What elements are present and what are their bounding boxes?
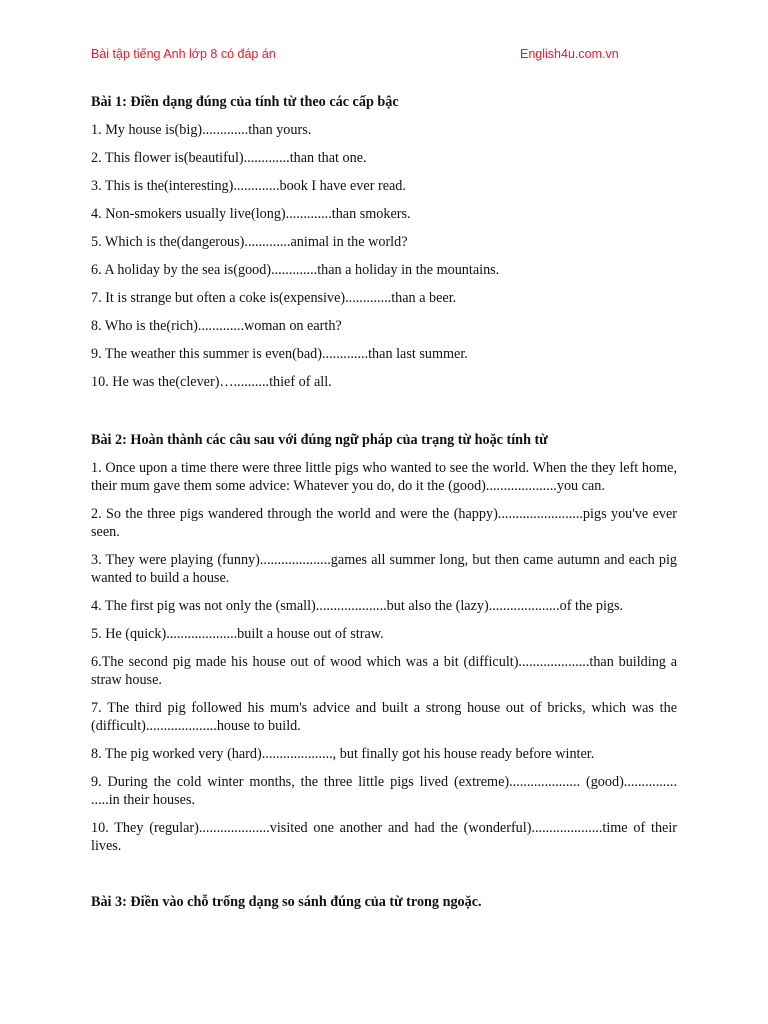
exercise-1-item: 3. This is the(interesting).............book I have ever read. — [91, 178, 406, 194]
exercise-2-item: 4. The first pig was not only the (small)....................but also the (lazy)....................of the pigs. — [91, 598, 624, 614]
exercise-2-title: Bài 2: Hoàn thành các câu sau với đúng ngữ pháp của trạng từ hoặc tính từ — [91, 432, 548, 448]
exercise-2-item: 3. They were playing (funny)....................games all summer long, but then came autumn and each pig wanted to build a house. — [91, 552, 677, 586]
exercise-2 — [91, 432, 677, 855]
header-website: English4u.com.vn — [520, 47, 619, 61]
exercise-2-item: 5. He (quick)....................built a house out of straw. — [91, 626, 384, 642]
exercise-1-item: 7. It is strange but often a coke is(expensive).............than a beer. — [91, 290, 457, 306]
exercise-1-item: 5. Which is the(dangerous).............animal in the world? — [91, 234, 408, 250]
exercise-1-item: 10. He was the(clever)…..........thief of all. — [91, 374, 332, 390]
exercise-1-item: 6. A holiday by the sea is(good).............than a holiday in the mountains. — [91, 262, 500, 278]
exercise-2-item: 2. So the three pigs wandered through the world and were the (happy)........................pigs you've ever seen. — [91, 506, 677, 540]
exercise-1-item: 1. My house is(big).............than yours. — [91, 122, 312, 138]
exercise-3-title: Bài 3: Điền vào chỗ trống dạng so sánh đúng của từ trong ngoặc. — [91, 894, 482, 910]
exercise-1-item: 8. Who is the(rich).............woman on earth? — [91, 318, 342, 334]
exercise-1-item: 2. This flower is(beautiful).............than that one. — [91, 150, 367, 166]
exercise-1-title: Bài 1: Điền dạng đúng của tính từ theo các cấp bậc — [91, 94, 399, 110]
exercise-1-item: 4. Non-smokers usually live(long).............than smokers. — [91, 206, 411, 222]
exercise-2-item: 9. During the cold winter months, the three little pigs lived (extreme).................... (good)............... .....in their houses. — [91, 774, 677, 808]
header-title: Bài tập tiếng Anh lớp 8 có đáp án — [91, 47, 276, 61]
exercise-1 — [91, 94, 677, 391]
exercise-2-item: 8. The pig worked very (hard)...................., but finally got his house ready before winter. — [91, 746, 595, 762]
exercise-1-item: 9. The weather this summer is even(bad).............than last summer. — [91, 346, 468, 362]
exercise-2-item: 7. The third pig followed his mum's advice and built a strong house out of bricks, which was the (difficult)....................house to build. — [91, 700, 677, 734]
exercise-2-item: 6.The second pig made his house out of wood which was a bit (difficult)....................than building a straw house. — [91, 654, 677, 688]
exercise-3 — [91, 894, 677, 911]
exercise-2-item: 10. They (regular)....................visited one another and had the (wonderful)....................time of their lives. — [91, 820, 677, 854]
exercise-2-item: 1. Once upon a time there were three little pigs who wanted to see the world. When the they left home, their mum gave them some advice: Whatever you do, do it the (good)....................you can. — [91, 460, 677, 494]
